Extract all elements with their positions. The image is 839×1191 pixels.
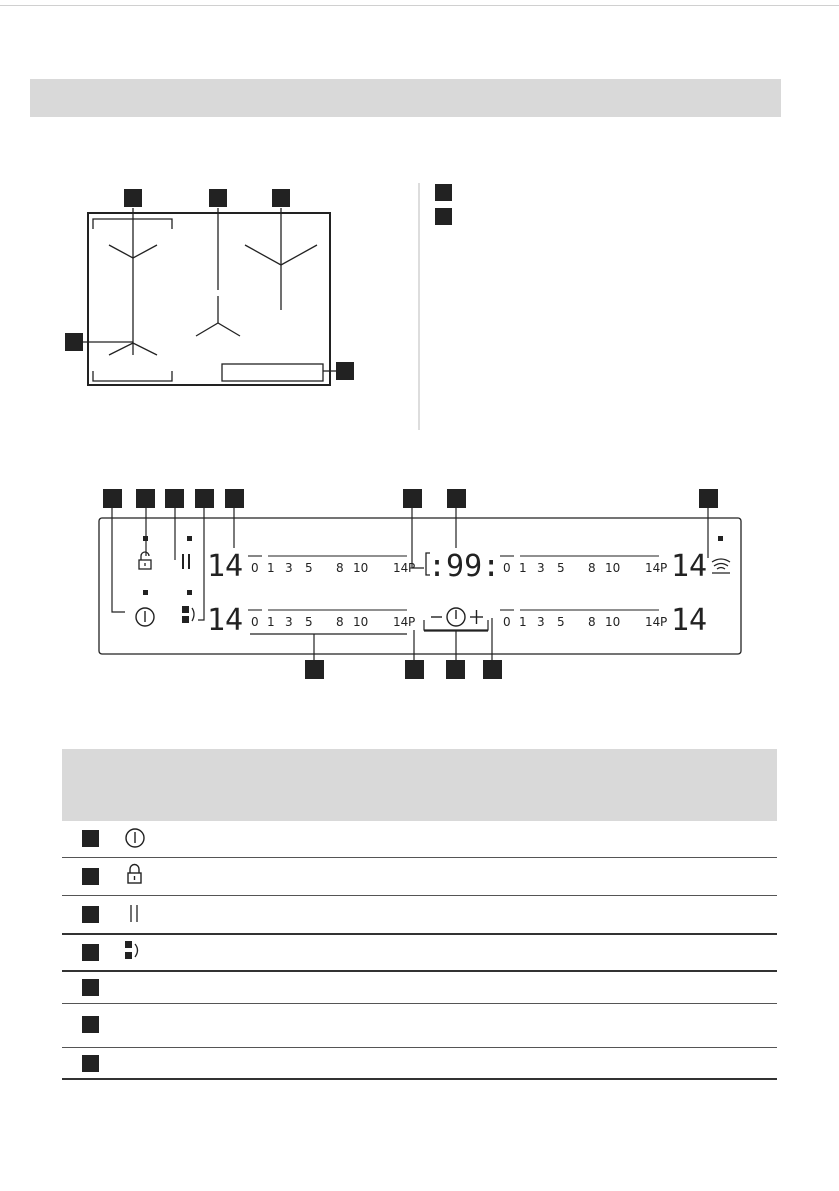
scale-label: 1 — [267, 561, 275, 575]
scale-label: 14 — [393, 561, 409, 575]
scale-label: 0 — [503, 561, 511, 575]
display-rear-left: 14 — [207, 603, 244, 638]
display-rear-right: 14 — [671, 603, 708, 638]
scale-label: 5 — [557, 561, 565, 575]
scale-label: 1 — [519, 561, 527, 575]
scale-label: 8 — [336, 615, 344, 629]
scale-label: 14 — [393, 615, 409, 629]
scale-label: 14 — [645, 561, 661, 575]
scale-label: 0 — [503, 615, 511, 629]
scale-label: 10 — [353, 561, 369, 575]
scale-label: 5 — [305, 561, 313, 575]
scale-label: 3 — [537, 615, 545, 629]
scale-label: 5 — [557, 615, 565, 629]
display-front-right: 14 — [671, 549, 708, 584]
scale-label: 8 — [336, 561, 344, 575]
scale-label: 3 — [537, 561, 545, 575]
bridge-icon — [125, 941, 138, 959]
pause-icon — [131, 905, 137, 922]
lock-icon — [128, 865, 141, 884]
scale-label: P — [660, 615, 668, 629]
scale-label: 3 — [285, 615, 293, 629]
scale-label: 14 — [645, 615, 661, 629]
timer-display: :99: — [428, 549, 501, 584]
scale-label: 10 — [605, 561, 621, 575]
scale-label: 1 — [267, 615, 275, 629]
scale-label: 10 — [353, 615, 369, 629]
scale-label: 8 — [588, 561, 596, 575]
display-front-left: 14 — [207, 549, 244, 584]
scale-label: 5 — [305, 615, 313, 629]
scale-label: 0 — [251, 615, 259, 629]
scale-label: P — [660, 561, 668, 575]
scale-label: 10 — [605, 615, 621, 629]
scale-label: 3 — [285, 561, 293, 575]
scale-label: P — [408, 615, 416, 629]
scale-label: P — [408, 561, 416, 575]
scale-label: 1 — [519, 615, 527, 629]
on-off-icon — [126, 829, 144, 847]
scale-label: 0 — [251, 561, 259, 575]
scale-label: 8 — [588, 615, 596, 629]
